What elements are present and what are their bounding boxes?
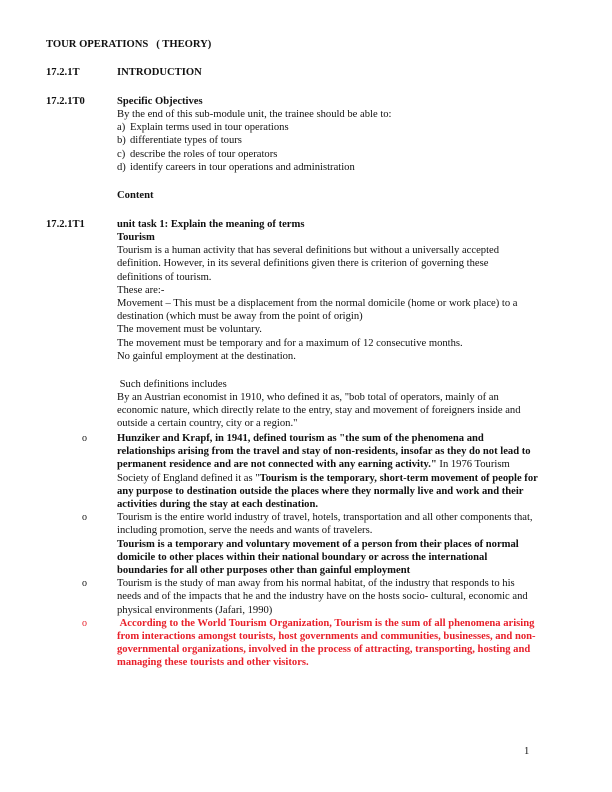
list-item-text: differentiate types of tours [130, 135, 242, 147]
section-number: 17.2.1T [46, 67, 80, 78]
list-marker: a) [117, 122, 126, 134]
section-number: 17.2.1T1 [46, 219, 85, 230]
definition-text: In 1976 Tourism Society of England defined it as " [117, 459, 510, 484]
list-marker: c) [117, 148, 126, 160]
objectives-intro: By the end of this sub-module unit, the trainee should be able to: [117, 109, 392, 120]
definition-highlight: According to the World Tourism Organization, Tourism is the sum of all phenomena arising from interactions amongst tourists, host governments and communities, businesses, and non-governmental organizations, involved in the process of attracting, transporting, hosting and managing these tourists and other visitors. [117, 617, 538, 669]
list-item [117, 121, 537, 134]
bullet-circle-icon: o [82, 512, 87, 524]
list-item [117, 134, 537, 147]
definition-bold: Tourism is the temporary, short-term movement of people for any purpose to destination outside the places where they normally live and work and their activities during the stay at each destination. [117, 472, 538, 511]
definitions-list [80, 432, 538, 670]
definition-bold: Tourism is a temporary and voluntary movement of a person from their places of normal domicile to other places within their national boundary or across the international boundaries for all other purposes other than gainful employment [117, 538, 519, 577]
document-title: TOUR OPERATIONS ( THEORY) [46, 39, 212, 50]
list-item-text: describe the roles of tour operators [130, 148, 278, 160]
objectives-block [117, 108, 537, 174]
section-title: unit task 1: Explain the meaning of terms [117, 219, 305, 230]
content-heading: Content [117, 190, 154, 201]
list-item [117, 161, 537, 174]
list-item [117, 148, 537, 161]
austrian-definition: By an Austrian economist in 1910, who defined it as, "bob total of operators, mainly of an economic nature, which directly relate to the entry, stay and movement of foreigners inside and outside a certain country, city or a region." [117, 392, 521, 430]
criterion-text: No gainful employment at the destination. [117, 350, 296, 362]
tourism-heading: Tourism [117, 232, 155, 243]
such-definitions-lead: Such definitions includes [117, 379, 227, 390]
definition-text: Tourism is the study of man away from his normal habitat, of the industry that responds to his needs and of the impacts that he and the industry have on the hosts socio- cultural, economic and physical environments (Jafari, 1990) [117, 578, 528, 616]
bullet-circle-icon: o [82, 433, 87, 444]
section-title: INTRODUCTION [117, 67, 202, 78]
criterion-text: Movement – This must be a displacement from the normal domicile (home or work place) to a destination (which must be away from the point of origin) [117, 298, 518, 323]
tourism-intro: Tourism is a human activity that has several definitions but without a universally accepted definition. However, in its several definitions given there is criterion of governing these definitions of tourism. [117, 245, 500, 283]
list-marker: b) [117, 135, 126, 147]
bullet-circle-icon: o [82, 578, 87, 590]
list-item-text: identify careers in tour operations and administration [130, 161, 355, 173]
criteria-lead: These are:- [117, 284, 165, 296]
list-item [80, 511, 538, 577]
criterion-text: The movement must be voluntary. [117, 324, 262, 336]
list-item [80, 617, 538, 670]
list-item [80, 432, 538, 511]
tourism-block [117, 231, 522, 363]
criterion-text: The movement must be temporary and for a maximum of 12 consecutive months. [117, 337, 463, 349]
page-number: 1 [524, 746, 530, 757]
objectives-list [117, 121, 537, 174]
definition-bold: Hunziker and Krapf, in 1941, defined tourism as "the sum of the phenomena and relationships arising from the travel and stay of non-residents, insofar as they do not lead to permanent residence and are not connected with any earning activity." [117, 433, 531, 471]
list-item [80, 577, 538, 617]
list-marker: d) [117, 161, 126, 173]
section-number: 17.2.1T0 [46, 96, 85, 107]
definition-text: Tourism is the entire world industry of travel, hotels, transportation and all other components that, including promotion, serve the needs and wants of travelers. [117, 512, 533, 537]
section-title: Specific Objectives [117, 96, 203, 107]
bullet-circle-icon: o [82, 617, 87, 629]
list-item-text: Explain terms used in tour operations [130, 122, 289, 134]
